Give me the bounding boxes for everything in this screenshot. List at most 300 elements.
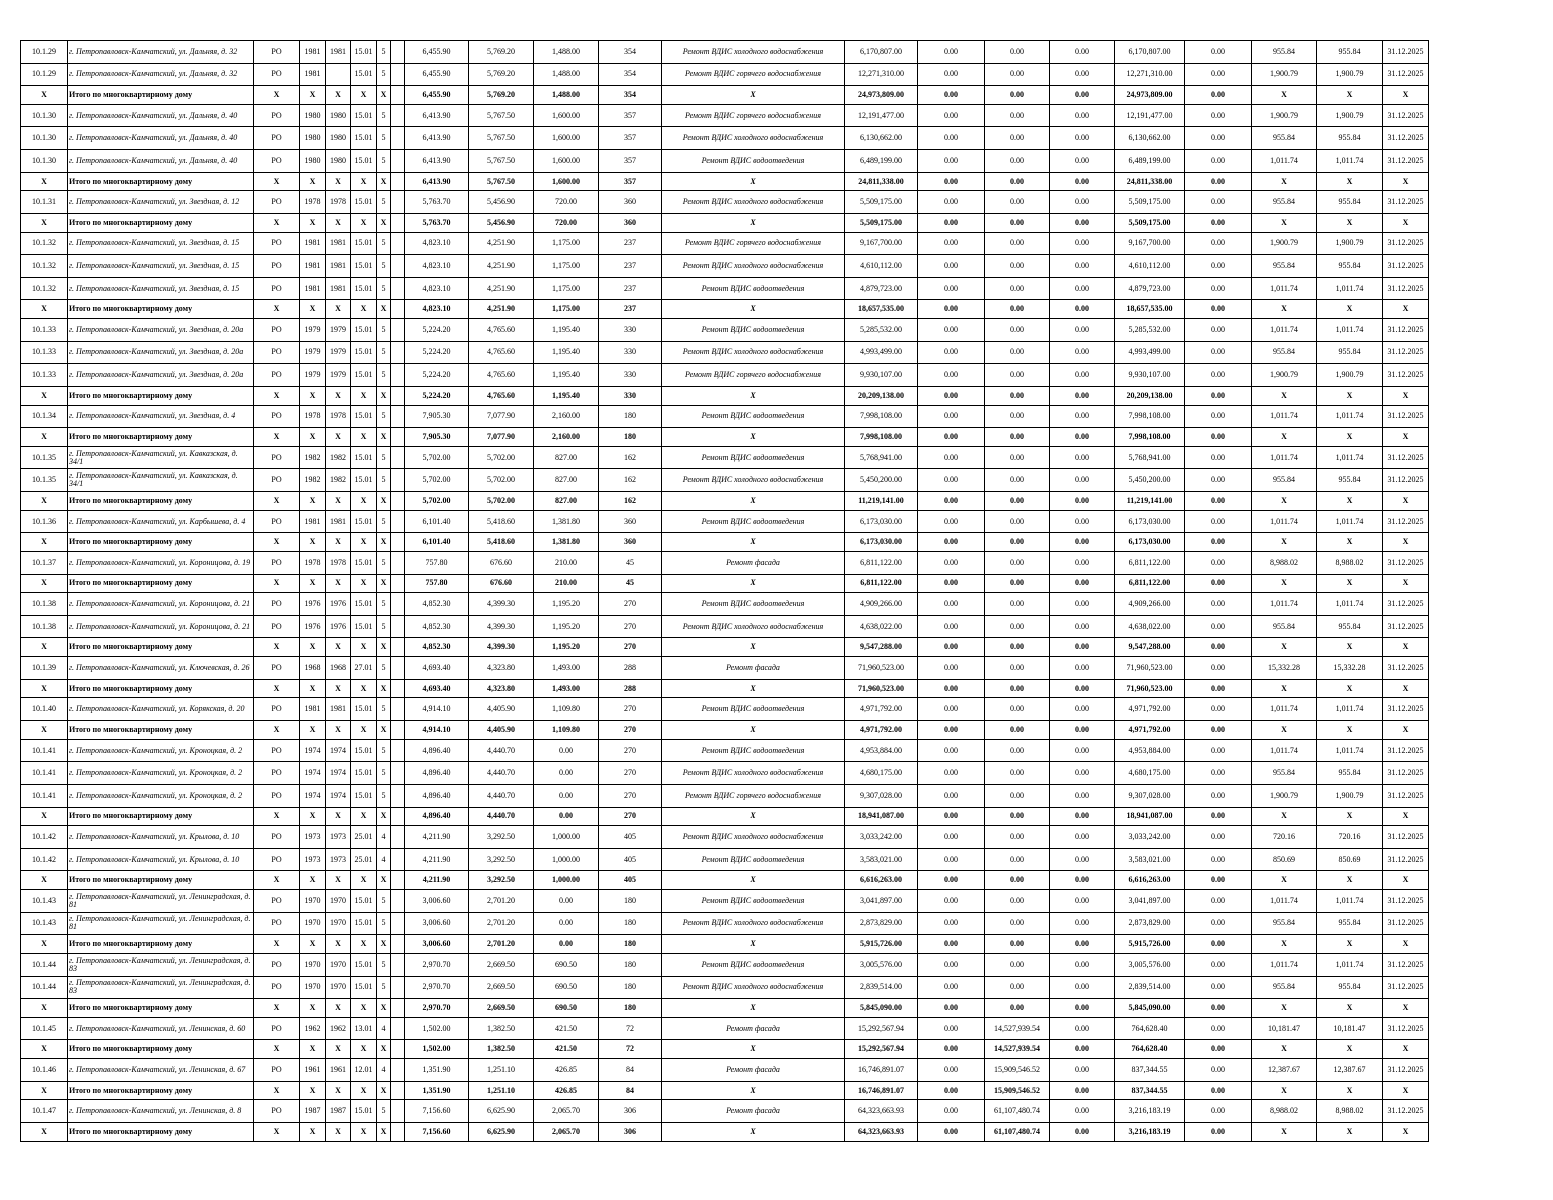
cell-max-unit-cost: 1,011.74: [1317, 277, 1383, 300]
cell-other-funds: 0.00: [1185, 871, 1252, 890]
cell-local-funds: 0.00: [1050, 721, 1115, 740]
cell-owner-funds: 5,768,941.00: [1115, 446, 1185, 469]
cell-blank: [391, 638, 405, 657]
cell-address: Итого по многоквартирному дому: [68, 935, 254, 954]
cell-work-type: X: [662, 492, 845, 511]
cell-other-funds: 0.00: [1185, 807, 1252, 826]
cell-residents: 405: [599, 848, 662, 871]
cell-max-unit-cost: X: [1317, 172, 1383, 191]
cell-owner: X: [254, 807, 300, 826]
cell-wall-material: 15.01: [351, 1100, 377, 1123]
cell-address: г. Петропавловск-Камчатский, ул. Звездная, д. 15: [68, 277, 254, 300]
cell-address: г. Петропавловск-Камчатский, ул. Звездная, д. 12: [68, 191, 254, 214]
cell-local-funds: 0.00: [1050, 657, 1115, 680]
cell-owner-funds: 71,960,523.00: [1115, 679, 1185, 698]
cell-other-funds: 0.00: [1185, 510, 1252, 533]
cell-living-area: 4,323.80: [469, 679, 534, 698]
cell-deadline: 31.12.2025: [1383, 698, 1429, 721]
cell-regional-funds: 0.00: [985, 364, 1050, 387]
cell-address: Итого по многоквартирному дому: [68, 721, 254, 740]
cell-other-funds: 0.00: [1185, 232, 1252, 255]
cell-total-area: 6,413.90: [405, 172, 469, 191]
cell-work-type: Ремонт ВДИС водоотведения: [662, 593, 845, 616]
cell-common-area: 0.00: [534, 890, 599, 913]
cell-year-built: 1980: [300, 127, 326, 150]
cell-living-area: 4,440.70: [469, 784, 534, 807]
cell-regional-funds: 0.00: [985, 341, 1050, 364]
cell-owner-funds: 24,973,809.00: [1115, 86, 1185, 105]
cell-other-funds: 0.00: [1185, 721, 1252, 740]
cell-federal-funds: 0.00: [918, 698, 985, 721]
cell-id: 10.1.40: [21, 698, 68, 721]
cell-local-funds: 0.00: [1050, 428, 1115, 447]
cell-other-funds: 0.00: [1185, 150, 1252, 173]
cell-address: г. Петропавловск-Камчатский, ул. Дальняя, д. 40: [68, 104, 254, 127]
cell-owner: X: [254, 935, 300, 954]
cell-wall-material: X: [351, 935, 377, 954]
table-row: [21, 848, 1429, 871]
cell-blank: [391, 1017, 405, 1040]
cell-unit-cost: 1,011.74: [1252, 319, 1317, 342]
cell-owner-funds: 3,216,183.19: [1115, 1122, 1185, 1141]
cell-federal-funds: 0.00: [918, 300, 985, 319]
cell-max-unit-cost: X: [1317, 999, 1383, 1018]
cell-total-cost: 11,219,141.00: [845, 492, 918, 511]
cell-other-funds: 0.00: [1185, 364, 1252, 387]
cell-work-type: X: [662, 428, 845, 447]
cell-address: Итого по многоквартирному дому: [68, 428, 254, 447]
cell-floors: X: [377, 935, 391, 954]
cell-owner: РО: [254, 1059, 300, 1082]
cell-address: г. Петропавловск-Камчатский, ул. Короницова, д. 21: [68, 593, 254, 616]
cell-blank: [391, 41, 405, 64]
cell-id: 10.1.45: [21, 1017, 68, 1040]
cell-total-area: 4,823.10: [405, 232, 469, 255]
table-row-total: [21, 533, 1429, 552]
cell-federal-funds: 0.00: [918, 807, 985, 826]
cell-year-built: X: [300, 492, 326, 511]
cell-living-area: 1,251.10: [469, 1081, 534, 1100]
cell-deadline: X: [1383, 86, 1429, 105]
cell-other-funds: 0.00: [1185, 848, 1252, 871]
cell-owner-funds: 5,915,726.00: [1115, 935, 1185, 954]
cell-total-cost: 6,173,030.00: [845, 510, 918, 533]
cell-blank: [391, 364, 405, 387]
cell-regional-funds: 0.00: [985, 510, 1050, 533]
cell-deadline: 31.12.2025: [1383, 762, 1429, 785]
cell-common-area: 1,195.40: [534, 386, 599, 405]
cell-unit-cost: 1,011.74: [1252, 593, 1317, 616]
table-row-total: [21, 492, 1429, 511]
cell-common-area: 426.85: [534, 1059, 599, 1082]
cell-id: 10.1.30: [21, 104, 68, 127]
cell-unit-cost: 15,332.28: [1252, 657, 1317, 680]
cell-total-cost: 4,879,723.00: [845, 277, 918, 300]
table-row-total: [21, 213, 1429, 232]
cell-total-area: 4,896.40: [405, 739, 469, 762]
cell-max-unit-cost: 1,900.79: [1317, 364, 1383, 387]
cell-year-commissioned: 1980: [326, 150, 351, 173]
cell-local-funds: 0.00: [1050, 510, 1115, 533]
cell-blank: [391, 698, 405, 721]
cell-max-unit-cost: 1,900.79: [1317, 63, 1383, 86]
cell-local-funds: 0.00: [1050, 739, 1115, 762]
cell-id: 10.1.44: [21, 976, 68, 999]
cell-federal-funds: 0.00: [918, 721, 985, 740]
cell-max-unit-cost: 8,988.02: [1317, 1100, 1383, 1123]
cell-year-built: X: [300, 213, 326, 232]
cell-deadline: X: [1383, 1040, 1429, 1059]
cell-year-commissioned: 1978: [326, 191, 351, 214]
cell-other-funds: 0.00: [1185, 762, 1252, 785]
cell-owner-funds: 11,219,141.00: [1115, 492, 1185, 511]
cell-wall-material: 15.01: [351, 63, 377, 86]
cell-owner: РО: [254, 739, 300, 762]
cell-address: г. Петропавловск-Камчатский, ул. Ленинградская, д. 83: [68, 976, 254, 999]
cell-residents: 270: [599, 698, 662, 721]
cell-unit-cost: 955.84: [1252, 41, 1317, 64]
cell-year-commissioned: X: [326, 533, 351, 552]
cell-total-cost: 6,173,030.00: [845, 533, 918, 552]
cell-address: Итого по многоквартирному дому: [68, 871, 254, 890]
cell-max-unit-cost: 955.84: [1317, 912, 1383, 935]
cell-residents: 180: [599, 953, 662, 976]
cell-owner: РО: [254, 364, 300, 387]
cell-wall-material: 15.01: [351, 615, 377, 638]
table-row: [21, 150, 1429, 173]
cell-work-type: X: [662, 574, 845, 593]
cell-federal-funds: 0.00: [918, 999, 985, 1018]
cell-residents: 45: [599, 552, 662, 575]
cell-year-commissioned: X: [326, 428, 351, 447]
cell-id: 10.1.36: [21, 510, 68, 533]
cell-wall-material: X: [351, 533, 377, 552]
cell-max-unit-cost: 955.84: [1317, 191, 1383, 214]
cell-owner: РО: [254, 912, 300, 935]
cell-total-cost: 4,680,175.00: [845, 762, 918, 785]
cell-id: X: [21, 679, 68, 698]
cell-year-commissioned: X: [326, 300, 351, 319]
cell-other-funds: 0.00: [1185, 86, 1252, 105]
cell-other-funds: 0.00: [1185, 890, 1252, 913]
cell-common-area: 827.00: [534, 446, 599, 469]
cell-deadline: X: [1383, 1081, 1429, 1100]
cell-max-unit-cost: X: [1317, 386, 1383, 405]
cell-deadline: 31.12.2025: [1383, 191, 1429, 214]
cell-local-funds: 0.00: [1050, 150, 1115, 173]
cell-wall-material: 13.01: [351, 1017, 377, 1040]
cell-deadline: 31.12.2025: [1383, 552, 1429, 575]
cell-common-area: 1,488.00: [534, 41, 599, 64]
cell-work-type: Ремонт ВДИС холодного водоснабжения: [662, 826, 845, 849]
cell-total-cost: 24,973,809.00: [845, 86, 918, 105]
cell-max-unit-cost: X: [1317, 86, 1383, 105]
cell-floors: 5: [377, 510, 391, 533]
cell-blank: [391, 1122, 405, 1141]
cell-year-built: X: [300, 999, 326, 1018]
cell-common-area: 2,160.00: [534, 428, 599, 447]
cell-living-area: 5,769.20: [469, 63, 534, 86]
cell-total-area: 5,702.00: [405, 492, 469, 511]
cell-residents: 270: [599, 593, 662, 616]
cell-federal-funds: 0.00: [918, 469, 985, 492]
table-row: [21, 41, 1429, 64]
cell-wall-material: 15.01: [351, 762, 377, 785]
cell-deadline: 31.12.2025: [1383, 469, 1429, 492]
cell-residents: 162: [599, 492, 662, 511]
cell-blank: [391, 1040, 405, 1059]
cell-common-area: 1,488.00: [534, 86, 599, 105]
cell-residents: 354: [599, 86, 662, 105]
cell-year-commissioned: X: [326, 871, 351, 890]
table-row: [21, 510, 1429, 533]
cell-deadline: 31.12.2025: [1383, 277, 1429, 300]
cell-unit-cost: 1,900.79: [1252, 364, 1317, 387]
cell-owner: РО: [254, 232, 300, 255]
table-row: [21, 762, 1429, 785]
cell-residents: 270: [599, 721, 662, 740]
cell-wall-material: X: [351, 999, 377, 1018]
cell-residents: 306: [599, 1122, 662, 1141]
cell-unit-cost: 955.84: [1252, 615, 1317, 638]
cell-owner-funds: 7,998,108.00: [1115, 428, 1185, 447]
cell-federal-funds: 0.00: [918, 255, 985, 278]
cell-total-cost: 18,941,087.00: [845, 807, 918, 826]
cell-year-commissioned: 1978: [326, 405, 351, 428]
cell-blank: [391, 953, 405, 976]
cell-address: г. Петропавловск-Камчатский, ул. Ленинградская, д. 83: [68, 953, 254, 976]
cell-floors: 5: [377, 255, 391, 278]
cell-total-area: 1,502.00: [405, 1040, 469, 1059]
cell-floors: X: [377, 679, 391, 698]
cell-other-funds: 0.00: [1185, 1081, 1252, 1100]
cell-owner-funds: 4,993,499.00: [1115, 341, 1185, 364]
cell-unit-cost: 1,900.79: [1252, 63, 1317, 86]
cell-wall-material: 15.01: [351, 319, 377, 342]
cell-address: Итого по многоквартирному дому: [68, 492, 254, 511]
cell-total-cost: 71,960,523.00: [845, 657, 918, 680]
cell-owner-funds: 5,845,090.00: [1115, 999, 1185, 1018]
cell-year-commissioned: X: [326, 86, 351, 105]
cell-living-area: 2,669.50: [469, 953, 534, 976]
table-row-total: [21, 386, 1429, 405]
cell-residents: 270: [599, 638, 662, 657]
cell-residents: 357: [599, 172, 662, 191]
cell-blank: [391, 127, 405, 150]
cell-year-built: 1980: [300, 150, 326, 173]
cell-floors: X: [377, 213, 391, 232]
cell-owner-funds: 4,610,112.00: [1115, 255, 1185, 278]
cell-total-area: 6,101.40: [405, 533, 469, 552]
cell-residents: 237: [599, 300, 662, 319]
cell-deadline: 31.12.2025: [1383, 446, 1429, 469]
cell-total-cost: 7,998,108.00: [845, 428, 918, 447]
cell-total-cost: 4,993,499.00: [845, 341, 918, 364]
cell-regional-funds: 0.00: [985, 319, 1050, 342]
cell-federal-funds: 0.00: [918, 341, 985, 364]
cell-total-cost: 5,915,726.00: [845, 935, 918, 954]
cell-wall-material: 25.01: [351, 826, 377, 849]
cell-living-area: 4,323.80: [469, 657, 534, 680]
cell-wall-material: 15.01: [351, 41, 377, 64]
cell-common-area: 2,065.70: [534, 1122, 599, 1141]
cell-federal-funds: 0.00: [918, 172, 985, 191]
cell-residents: 237: [599, 277, 662, 300]
table-row: [21, 232, 1429, 255]
cell-owner-funds: 3,041,897.00: [1115, 890, 1185, 913]
cell-work-type: X: [662, 721, 845, 740]
cell-id: X: [21, 1122, 68, 1141]
cell-owner: РО: [254, 593, 300, 616]
cell-total-area: 6,413.90: [405, 104, 469, 127]
cell-other-funds: 0.00: [1185, 446, 1252, 469]
cell-max-unit-cost: 955.84: [1317, 341, 1383, 364]
table-row-total: [21, 721, 1429, 740]
cell-work-type: X: [662, 999, 845, 1018]
cell-federal-funds: 0.00: [918, 86, 985, 105]
cell-max-unit-cost: X: [1317, 300, 1383, 319]
cell-regional-funds: 15,909,546.52: [985, 1059, 1050, 1082]
cell-owner-funds: 6,130,662.00: [1115, 127, 1185, 150]
table-row: [21, 552, 1429, 575]
cell-id: 10.1.46: [21, 1059, 68, 1082]
cell-total-area: 3,006.60: [405, 935, 469, 954]
cell-living-area: 5,767.50: [469, 127, 534, 150]
cell-year-commissioned: X: [326, 386, 351, 405]
cell-local-funds: 0.00: [1050, 698, 1115, 721]
cell-year-built: 1982: [300, 469, 326, 492]
cell-address: г. Петропавловск-Камчатский, ул. Дальняя, д. 32: [68, 63, 254, 86]
cell-year-built: 1981: [300, 41, 326, 64]
cell-floors: X: [377, 1040, 391, 1059]
cell-year-built: 1976: [300, 593, 326, 616]
cell-wall-material: 15.01: [351, 405, 377, 428]
cell-max-unit-cost: 12,387.67: [1317, 1059, 1383, 1082]
cell-blank: [391, 721, 405, 740]
cell-regional-funds: 61,107,480.74: [985, 1122, 1050, 1141]
cell-federal-funds: 0.00: [918, 890, 985, 913]
cell-id: 10.1.37: [21, 552, 68, 575]
cell-year-built: 1979: [300, 364, 326, 387]
cell-local-funds: 0.00: [1050, 1081, 1115, 1100]
cell-owner-funds: 6,173,030.00: [1115, 510, 1185, 533]
cell-year-commissioned: X: [326, 679, 351, 698]
cell-max-unit-cost: 955.84: [1317, 255, 1383, 278]
cell-federal-funds: 0.00: [918, 104, 985, 127]
cell-owner: РО: [254, 615, 300, 638]
cell-owner: РО: [254, 976, 300, 999]
cell-work-type: Ремонт фасада: [662, 1059, 845, 1082]
cell-blank: [391, 446, 405, 469]
cell-living-area: 2,669.50: [469, 976, 534, 999]
cell-address: г. Петропавловск-Камчатский, ул. Крылова, д. 10: [68, 848, 254, 871]
cell-floors: X: [377, 386, 391, 405]
cell-federal-funds: 0.00: [918, 871, 985, 890]
cell-year-built: 1987: [300, 1100, 326, 1123]
cell-year-commissioned: 1981: [326, 41, 351, 64]
cell-common-area: 1,600.00: [534, 150, 599, 173]
cell-address: г. Петропавловск-Камчатский, ул. Ленинградская, д. 81: [68, 890, 254, 913]
cell-total-cost: 6,170,807.00: [845, 41, 918, 64]
cell-total-cost: 4,909,266.00: [845, 593, 918, 616]
cell-deadline: X: [1383, 533, 1429, 552]
cell-max-unit-cost: X: [1317, 574, 1383, 593]
cell-deadline: 31.12.2025: [1383, 848, 1429, 871]
cell-owner-funds: 12,191,477.00: [1115, 104, 1185, 127]
cell-local-funds: 0.00: [1050, 213, 1115, 232]
table-row-total: [21, 300, 1429, 319]
cell-owner: РО: [254, 319, 300, 342]
cell-owner: РО: [254, 469, 300, 492]
cell-unit-cost: 1,011.74: [1252, 510, 1317, 533]
cell-total-area: 6,413.90: [405, 150, 469, 173]
cell-deadline: X: [1383, 300, 1429, 319]
cell-unit-cost: 850.69: [1252, 848, 1317, 871]
cell-owner-funds: 764,628.40: [1115, 1017, 1185, 1040]
cell-common-area: 1,195.20: [534, 638, 599, 657]
cell-year-built: 1973: [300, 848, 326, 871]
cell-floors: 4: [377, 1017, 391, 1040]
cell-owner: РО: [254, 446, 300, 469]
cell-regional-funds: 0.00: [985, 469, 1050, 492]
cell-residents: 45: [599, 574, 662, 593]
cell-year-built: X: [300, 86, 326, 105]
cell-living-area: 5,702.00: [469, 469, 534, 492]
cell-residents: 330: [599, 319, 662, 342]
cell-wall-material: X: [351, 213, 377, 232]
cell-blank: [391, 615, 405, 638]
cell-deadline: 31.12.2025: [1383, 364, 1429, 387]
cell-unit-cost: 1,011.74: [1252, 953, 1317, 976]
cell-max-unit-cost: 955.84: [1317, 41, 1383, 64]
cell-residents: 180: [599, 999, 662, 1018]
cell-wall-material: 15.01: [351, 191, 377, 214]
cell-owner: X: [254, 1040, 300, 1059]
cell-common-area: 0.00: [534, 807, 599, 826]
cell-wall-material: X: [351, 1040, 377, 1059]
cell-max-unit-cost: X: [1317, 638, 1383, 657]
cell-max-unit-cost: X: [1317, 533, 1383, 552]
table-row: [21, 657, 1429, 680]
cell-regional-funds: 0.00: [985, 890, 1050, 913]
cell-federal-funds: 0.00: [918, 1122, 985, 1141]
cell-deadline: 31.12.2025: [1383, 150, 1429, 173]
cell-id: 10.1.29: [21, 63, 68, 86]
cell-other-funds: 0.00: [1185, 698, 1252, 721]
cell-total-area: 5,224.20: [405, 386, 469, 405]
cell-floors: 5: [377, 364, 391, 387]
cell-year-commissioned: 1968: [326, 657, 351, 680]
cell-max-unit-cost: 955.84: [1317, 976, 1383, 999]
cell-work-type: Ремонт ВДИС холодного водоснабжения: [662, 469, 845, 492]
cell-deadline: X: [1383, 935, 1429, 954]
cell-total-cost: 6,616,263.00: [845, 871, 918, 890]
cell-year-built: 1974: [300, 739, 326, 762]
cell-federal-funds: 0.00: [918, 638, 985, 657]
cell-deadline: 31.12.2025: [1383, 784, 1429, 807]
cell-other-funds: 0.00: [1185, 319, 1252, 342]
cell-blank: [391, 213, 405, 232]
cell-total-area: 757.80: [405, 574, 469, 593]
cell-owner-funds: 5,450,200.00: [1115, 469, 1185, 492]
cell-other-funds: 0.00: [1185, 1017, 1252, 1040]
cell-total-area: 4,211.90: [405, 848, 469, 871]
cell-floors: 5: [377, 232, 391, 255]
cell-common-area: 2,065.70: [534, 1100, 599, 1123]
cell-owner-funds: 3,033,242.00: [1115, 826, 1185, 849]
cell-blank: [391, 104, 405, 127]
cell-total-area: 4,896.40: [405, 784, 469, 807]
